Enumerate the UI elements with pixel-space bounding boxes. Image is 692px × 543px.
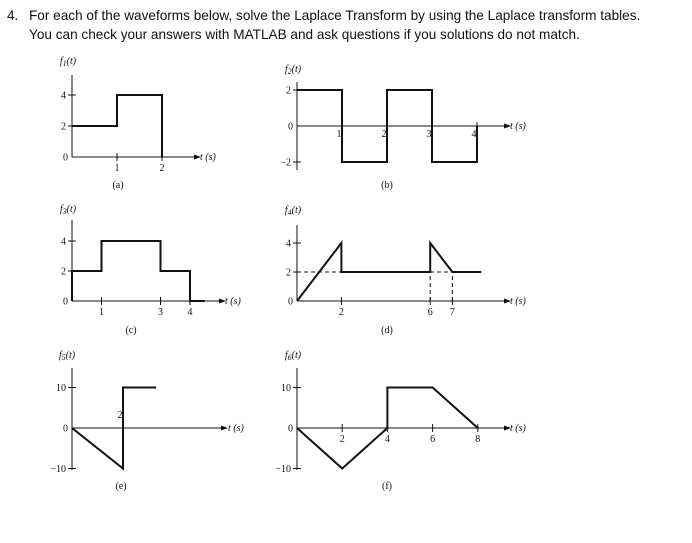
x-tick-label: 4 xyxy=(384,434,390,445)
chart-title: $f_2(t)$ xyxy=(284,64,302,76)
y-tick-label: −2 xyxy=(280,157,291,169)
waveform-line xyxy=(72,241,205,301)
y-tick-label: 0 xyxy=(288,121,293,133)
y-tick-label: 2 xyxy=(286,85,291,97)
y-tick-label: 0 xyxy=(63,152,68,164)
y-tick-label: 0 xyxy=(288,296,293,308)
chart-e xyxy=(50,350,244,492)
y-tick-label: 10 xyxy=(56,383,66,394)
x-axis-arrow xyxy=(221,426,228,431)
x-tick-label: 6 xyxy=(430,434,436,445)
x-tick-label: 4 xyxy=(187,307,193,318)
chart-caption: (b) xyxy=(381,180,393,191)
chart-title: $f_1(t)$ xyxy=(59,56,77,68)
chart-caption: (c) xyxy=(125,325,137,336)
chart-title: $f_5(t)$ xyxy=(58,350,76,362)
chart-caption: (f) xyxy=(382,481,392,492)
y-tick-label: 4 xyxy=(286,238,291,250)
y-tick-label: 4 xyxy=(61,90,66,102)
question-line-2: You can check your answers with MATLAB and ask questions if you solutions do not match. xyxy=(29,27,580,42)
x-tick-label: 3 xyxy=(158,307,163,318)
x-tick-label: 1 xyxy=(99,307,104,318)
x-tick-label: 2 xyxy=(159,163,165,174)
y-tick-label: 0 xyxy=(63,423,68,435)
chart-b xyxy=(280,64,526,191)
y-tick-label: 2 xyxy=(61,266,66,278)
x-axis-label: t (s) xyxy=(510,296,526,307)
x-axis-label: t (s) xyxy=(225,296,241,307)
chart-d xyxy=(285,205,527,336)
y-tick-label: 4 xyxy=(61,236,66,248)
y-tick-label: 0 xyxy=(63,296,68,308)
x-axis-label: t (s) xyxy=(510,423,526,434)
y-tick-label: 10 xyxy=(281,383,291,394)
chart-caption: (e) xyxy=(115,481,127,492)
chart-caption: (d) xyxy=(381,325,393,336)
chart-f xyxy=(275,350,526,492)
chart-title: $f_6(t)$ xyxy=(284,350,302,362)
x-tick-label: 7 xyxy=(449,307,455,318)
chart-title: $f_3(t)$ xyxy=(59,204,77,216)
chart-a xyxy=(60,56,217,191)
chart-c xyxy=(60,204,242,336)
x-tick-label: 1 xyxy=(114,163,120,174)
x-axis-label: t (s) xyxy=(200,152,216,163)
x-tick-label: 3 xyxy=(426,129,432,140)
x-tick-label: 8 xyxy=(475,434,481,445)
y-tick-label: 0 xyxy=(288,423,293,435)
x-tick-label: 4 xyxy=(471,129,477,140)
question-line-1: For each of the waveforms below, solve the Laplace Transform by using the Laplace transform tables. xyxy=(29,8,641,23)
x-tick-label: 2 xyxy=(117,410,123,421)
question-number: 4. xyxy=(7,8,19,23)
y-tick-label: −10 xyxy=(275,464,291,475)
x-axis-label: t (s) xyxy=(510,121,526,132)
x-tick-label: 6 xyxy=(427,307,433,318)
waveform-line xyxy=(72,95,162,157)
chart-caption: (a) xyxy=(112,180,124,191)
y-tick-label: 2 xyxy=(286,267,291,279)
x-axis-label: t (s) xyxy=(228,423,244,434)
x-tick-label: 2 xyxy=(339,434,345,445)
waveform-line xyxy=(297,243,481,301)
x-tick-label: 1 xyxy=(336,129,342,140)
y-tick-label: 2 xyxy=(61,121,66,133)
y-tick-label: −10 xyxy=(50,464,66,475)
x-tick-label: 2 xyxy=(381,129,387,140)
chart-title: $f_4(t)$ xyxy=(284,205,302,217)
x-tick-label: 2 xyxy=(338,307,344,318)
